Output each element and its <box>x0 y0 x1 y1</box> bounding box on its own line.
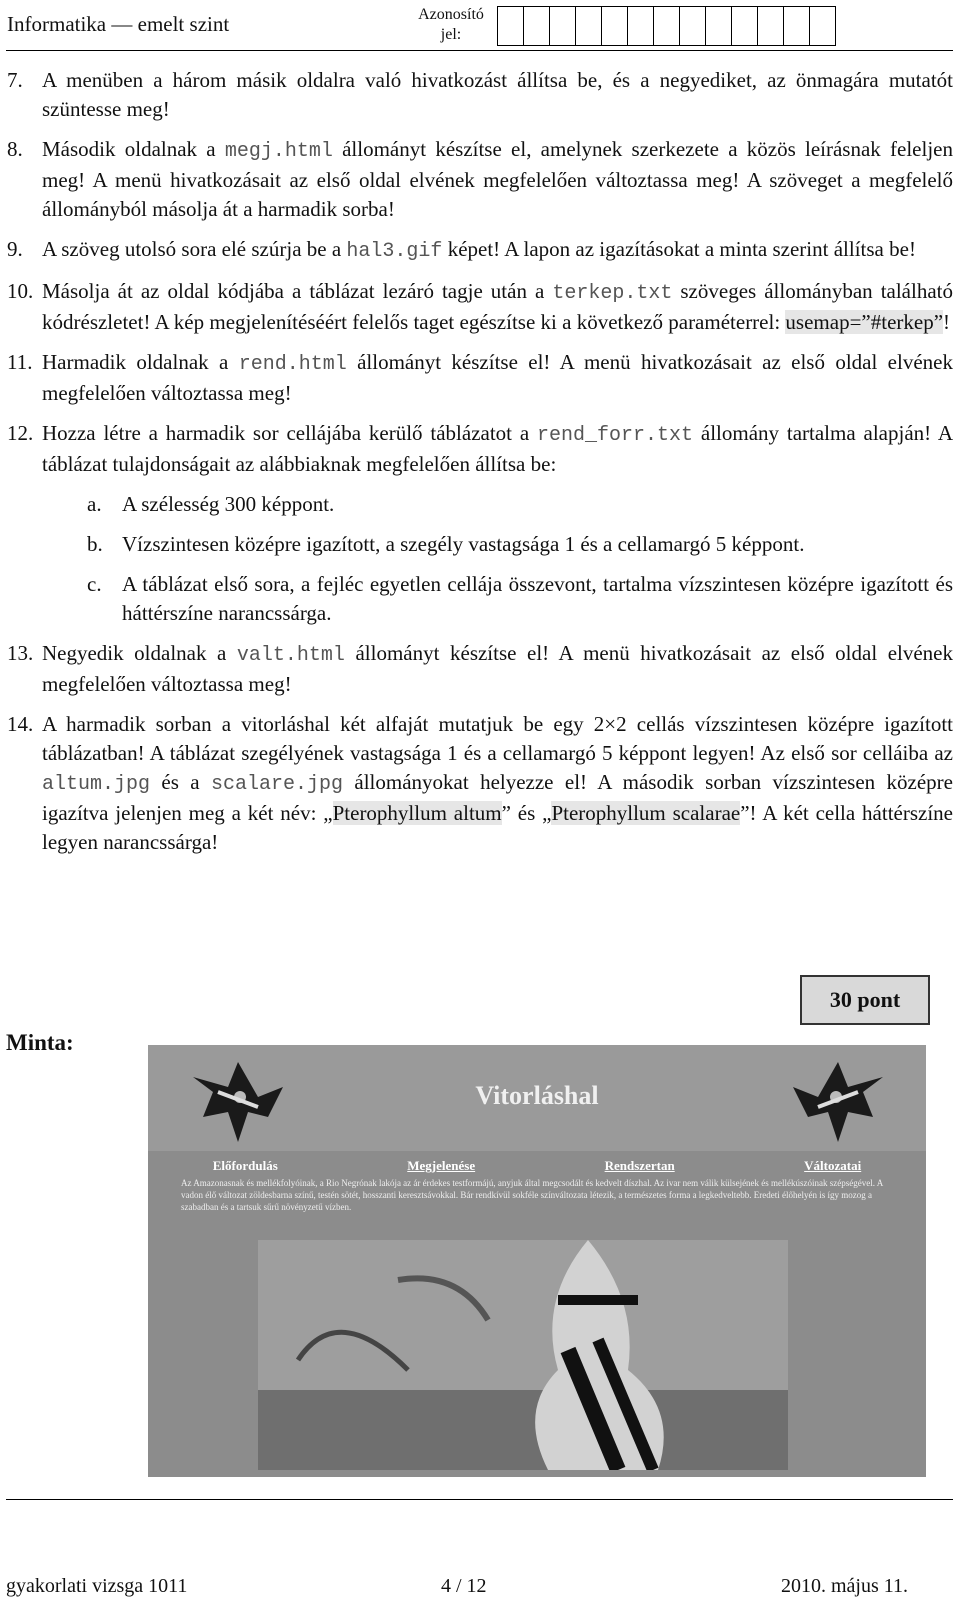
task-subitem-a: a. A szélesség 300 képpont. <box>87 492 335 516</box>
id-box <box>627 6 654 46</box>
filename: scalare.jpg <box>210 773 344 796</box>
task-item-12: 12. Hozza létre a harmadik sor cellájába kerülő táblázatot a rend_forr.txt állomány tartalma alapján! A táblázat tulajdonságait az alábbiaknak megfelelően állítsa be: <box>7 421 953 476</box>
species-name: Pterophyllum altum <box>332 801 502 825</box>
id-box <box>575 6 602 46</box>
footer-exam: gyakorlati vizsga 1011 <box>6 1575 188 1597</box>
sample-title: Vitorláshal <box>475 1081 599 1110</box>
id-box <box>783 6 810 46</box>
id-box <box>679 6 706 46</box>
filename: hal3.gif <box>346 240 443 263</box>
id-boxes <box>497 6 835 46</box>
task-item-13: 13. Negyedik oldalnak a valt.html állományt készítse el! A menü hivatkozásait az első oldal elvének megfelelően változtassa meg! <box>7 641 953 696</box>
task-subitem-c: c. A táblázat első sora, a fejléc egyetlen cellája összevont, tartalma vízszintesen középre igazított és háttérszíne narancssárga. <box>87 572 953 625</box>
footer-page-number: 4 / 12 <box>441 1575 487 1597</box>
filename: rend_forr.txt <box>537 424 694 447</box>
id-box <box>757 6 784 46</box>
sample-menu-item: Rendszertan <box>604 1158 675 1173</box>
task-item-9: 9. A szöveg utolsó sora elé szúrja be a hal3.gif képet! A lapon az igazításokat a minta szerint állítsa be! <box>7 237 916 263</box>
id-box <box>809 6 836 46</box>
id-box <box>549 6 576 46</box>
sample-label: Minta: <box>6 1030 74 1055</box>
id-box <box>497 6 524 46</box>
id-box <box>601 6 628 46</box>
footer-date: 2010. május 11. <box>781 1575 909 1597</box>
param-text: usemap=”#terkep” <box>785 310 944 334</box>
sample-menu-item: Megjelenése <box>407 1158 476 1173</box>
footer-rule <box>6 1499 953 1500</box>
filename: rend.html <box>238 353 347 376</box>
points-box: 30 pont <box>800 975 930 1025</box>
task-item-8: 8. Második oldalnak a megj.html állományt készítse el, amelynek szerkezete a közös leírásnak feleljen meg! A menü hivatkozásait az első oldal elvének megfelelően változtassa meg! A szöveget a megfelelő állományból másolja át a harmadik sorba! <box>7 137 953 221</box>
task-item-10: 10. Másolja át az oldal kódjába a táblázat lezáró tagje után a terkep.txt szöveges állományban található kódrészletet! A kép megjelenítéséért felelős taget egészítse ki a következő paraméterrel: usemap=”#terkep”! <box>7 279 953 334</box>
task-subitem-b: b. Vízszintesen középre igazított, a szegély vastagsága 1 és a cellamargó 5 képpont. <box>87 532 805 556</box>
species-name: Pterophyllum scalarae <box>551 801 741 825</box>
filename: megj.html <box>224 140 333 163</box>
task-item-14: 14. A harmadik sorban a vitorláshal két alfaját mutatjuk be egy 2×2 cellás vízszintesen középre igazított táblázatban! A táblázat szegélyének vastagsága 1 és a cellamargó 5 képpont legyen! Az első sor celláiba az altum.jpg és a scalare.jpg állományokat helyezze el! A második sorban vízszintesen középre igazítva jelenjen meg a két név: „Pterophyllum altum” és „Pterophyllum scalarae”! A két cella háttérszíne legyen narancssárga! <box>7 712 953 854</box>
header-subject: Informatika — emelt szint <box>7 12 230 36</box>
filename: altum.jpg <box>42 773 151 796</box>
sample-menu-item: Változatai <box>804 1158 862 1173</box>
filename: valt.html <box>236 644 345 667</box>
sample-page-image <box>148 1045 926 1477</box>
header-id-label: Azonosító jel: <box>418 6 484 43</box>
angelfish-photo-icon <box>258 1240 788 1470</box>
id-box <box>653 6 680 46</box>
header-rule <box>6 50 953 51</box>
sample-body-text: Az Amazonasnak és mellékfolyóinak, a Rio Negrónak lakója az ár érdekes testformájú, anyjuk által megcsodált és kedvelt díszhal. Az ivar nem válik külsejének és mellékúszóinak szépségével. A vadon élő változat zöldesbarna színű, testén sötét, hosszanti keresztsávokkal. Bár rendkívül sokféle színváltozata létezik, a természetes forma a legkedveltebb. Eredeti élőhelyén is így mozog a szabadban és a tartsuk sűrű növényzetű vízben. <box>181 1178 883 1212</box>
id-box <box>523 6 550 46</box>
task-item-11: 11. Harmadik oldalnak a rend.html állományt készítse el! A menü hivatkozásait az első oldal elvének megfelelően változtassa meg! <box>7 350 953 405</box>
task-list <box>7 66 953 868</box>
task-item-7: 7. A menüben a három másik oldalra való hivatkozást állítsa be, és a negyediket, az önmagára mutatót szüntesse meg! <box>7 68 953 121</box>
filename: terkep.txt <box>552 282 673 305</box>
id-box <box>731 6 758 46</box>
id-box <box>705 6 732 46</box>
sample-menu-item: Előfordulás <box>212 1158 278 1173</box>
angelfish-photo <box>258 1240 788 1470</box>
